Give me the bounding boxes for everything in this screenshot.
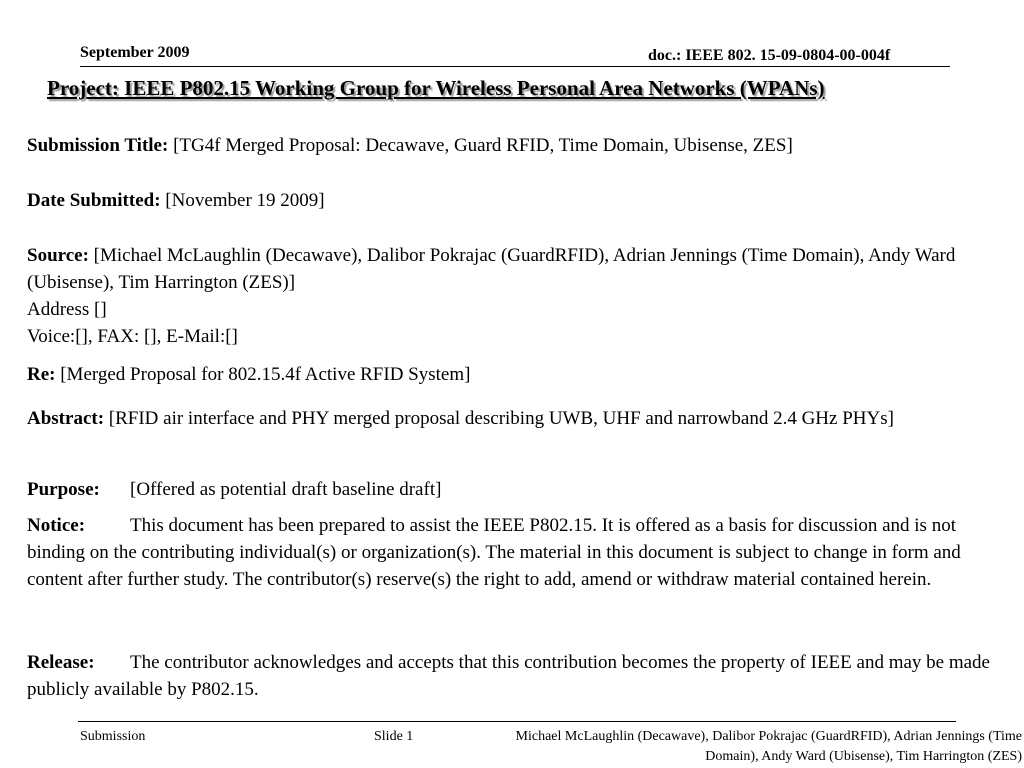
header-doc-id: doc.: IEEE 802. 15-09-0804-00-004f [648,47,891,64]
purpose-label: Purpose: [27,479,100,500]
abstract-label: Abstract: [27,408,105,429]
notice-row [27,512,1017,593]
notice-value: This document has been prepared to assist the IEEE P802.15. It is offered as a basis for discussion and is not binding on the contributing individual(s) or organization(s). The material in this document is subject to change in form and content after further study. The contributor(s) reserve(s) the right to add, amend or withdraw material contained herein. [27,515,961,590]
source-contact: Voice:[], FAX: [], E-Mail:[] [27,326,238,347]
source-address: Address [] [27,299,107,320]
re-value: [Merged Proposal for 802.15.4f Active RFID System] [60,364,471,385]
release-value: The contributor acknowledges and accepts that this contribution becomes the property of IEEE and may be made publicly available by P802.15. [27,652,990,700]
date-submitted-label: Date Submitted: [27,190,161,211]
re-label: Re: [27,364,56,385]
footer-slide-number: Slide 1 [374,729,414,744]
purpose-row [27,476,1017,503]
header-divider [80,66,950,67]
source-block [27,242,977,350]
header-date: September 2009 [80,44,190,61]
footer-submission: Submission [80,729,146,744]
project-title: Project: IEEE P802.15 Working Group for Wireless Personal Area Networks (WPANs) [47,76,825,100]
purpose-value: [Offered as potential draft baseline draft] [130,479,442,500]
date-submitted-value: [November 19 2009] [165,190,325,211]
submission-title-label: Submission Title: [27,135,169,156]
date-submitted-row [27,187,1017,214]
abstract-value: [RFID air interface and PHY merged proposal describing UWB, UHF and narrowband 2.4 GHz PHYs] [108,408,894,429]
submission-title-row [27,132,1017,159]
footer-divider [78,721,956,722]
source-row [27,242,977,296]
source-value: [Michael McLaughlin (Decawave), Dalibor Pokrajac (GuardRFID), Adrian Jennings (Time Domain), Andy Ward (Ubisense), Tim Harrington (ZES)] [27,245,956,293]
release-label: Release: [27,652,95,673]
release-row [27,649,1017,703]
notice-label: Notice: [27,515,86,536]
abstract-row [27,405,1017,432]
footer-authors: Michael McLaughlin (Decawave), Dalibor Pokrajac (GuardRFID), Adrian Jennings (Time Domain), Andy Ward (Ubisense), Tim Harrington (ZES) [515,729,1022,764]
source-label: Source: [27,245,89,266]
re-row [27,361,1017,388]
submission-title-value: [TG4f Merged Proposal: Decawave, Guard RFID, Time Domain, Ubisense, ZES] [173,135,793,156]
